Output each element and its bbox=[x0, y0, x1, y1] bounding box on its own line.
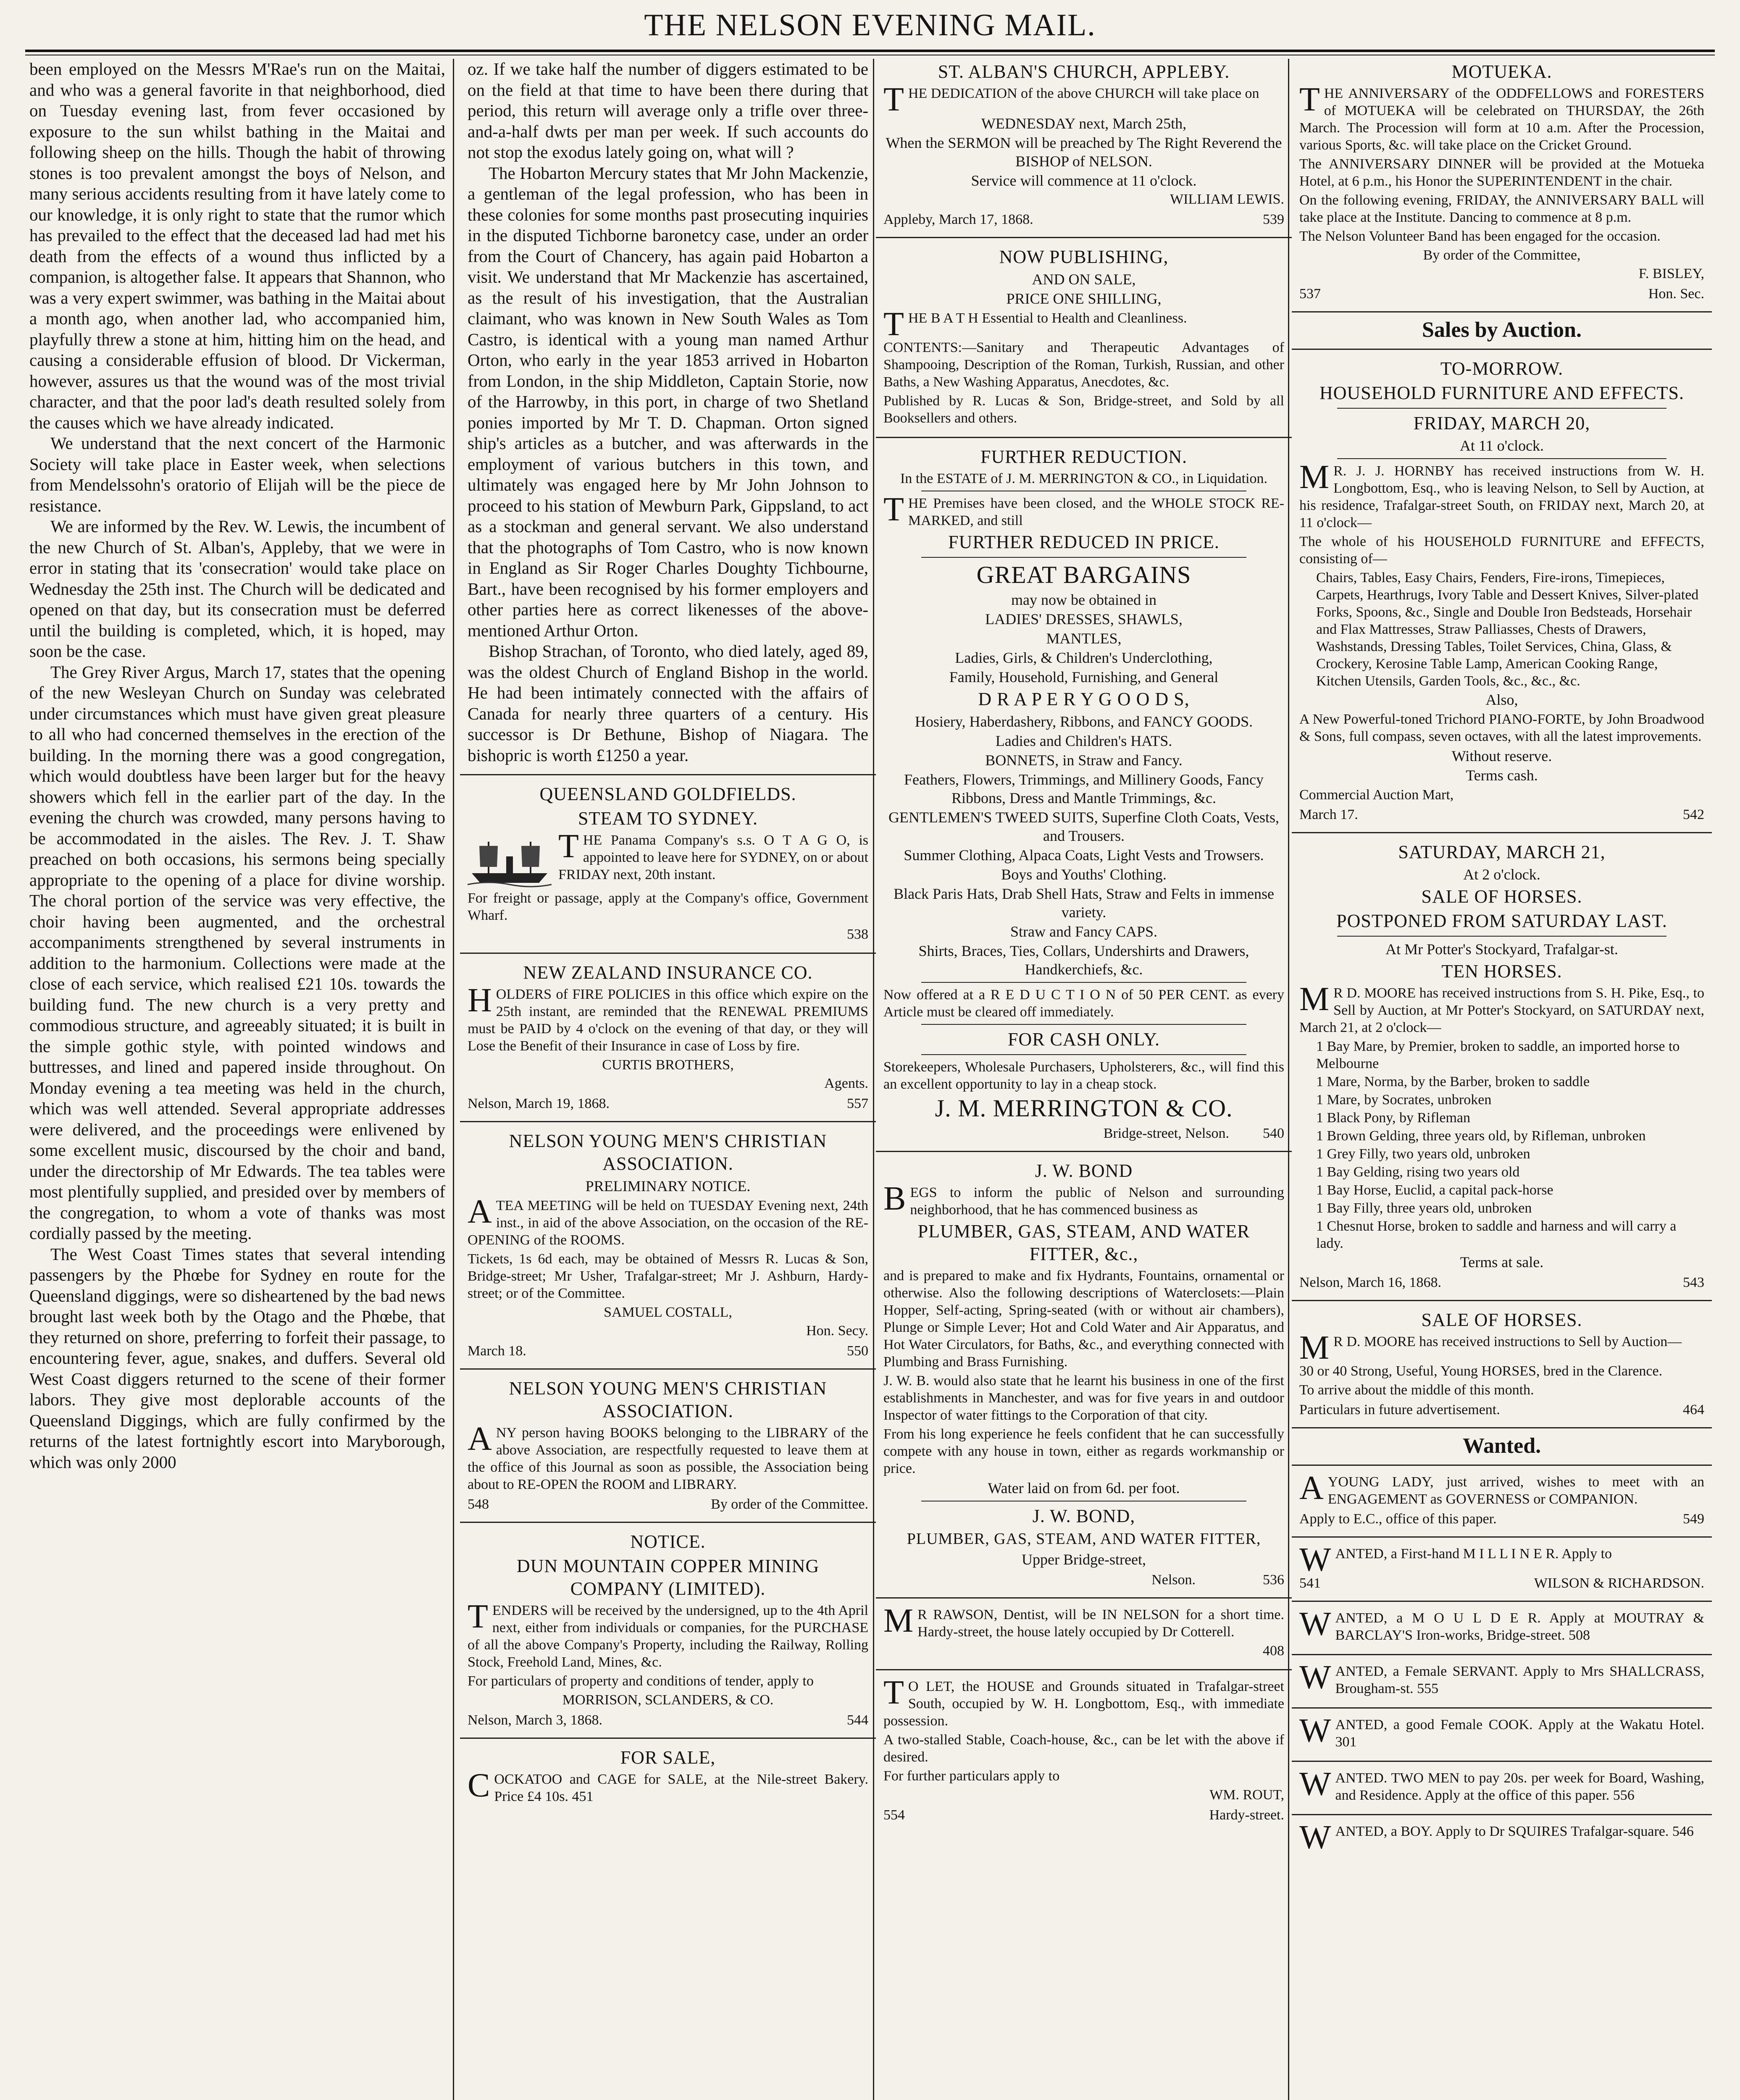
drop-cap: W bbox=[1299, 1712, 1331, 1749]
drop-cap: W bbox=[1299, 1606, 1331, 1643]
drop-cap: C bbox=[468, 1767, 490, 1804]
ad-date: March 18. bbox=[468, 1343, 526, 1359]
divider bbox=[921, 557, 1246, 558]
ad-text: The ANNIVERSARY DINNER will be provided at the Motueka Hotel, at 6 p.m., his Honor the SUPERINTENDENT in the chair. bbox=[1299, 156, 1704, 189]
ad-date: Nelson, March 16, 1868. bbox=[1299, 1275, 1442, 1290]
ad-number: 541 bbox=[1299, 1575, 1321, 1591]
ad-heading: FOR CASH ONLY. bbox=[1007, 1029, 1160, 1050]
article-paragraph: The Grey River Argus, March 17, states that the opening of the new Wesleyan Church on Sunday was celebrated under circumstances which must have given great pleasure to all who had concerned themselves in the erection of the building. In the morning there was a good congregation, which would doubtless have been larger but for the heavy showers which fell in the earlier part of the day. In the evening the church was crowded, many persons having to be accommodated in the aisles. The Rev. J. T. Shaw preached on both occasions, his sermons being specially appropriate to the opening of a place for divine worship. The choral portion of the service was very effective, the choir having been augmented, and the orchestral accompaniments strengthened by several instruments in addition to the harmonium. Collections were made at the close of each service, which realised £21 10s. towards the building fund. The new church is a very pretty and commodious structure, and agreeably situated; it is built in the simple gothic style, with pointed windows and buttresses, and lined and papered inside throughout. On Monday evening a tea meeting was held in the church, which was well attended. Several appropriate addresses were delivered, and the proceedings were enlivened by some excellent music, discoursed by the choir and band, under the directorship of Mr Edwards. The tea tables were most plentifully supplied, and presided over by members of the congregation, to whom a vote of thanks was most cordially passed by the meeting. bbox=[29, 662, 445, 1243]
ad-trade: PLUMBER, GAS, STEAM, AND WATER FITTER, bbox=[907, 1530, 1261, 1548]
ad-role: Hon. Sec. bbox=[1648, 286, 1704, 302]
ad-title: NOW PUBLISHING, bbox=[999, 247, 1169, 267]
ad-text: ANTED, a M O U L D E R. Apply at MOUTRAY & BARCLAY'S Iron-works, Bridge-street. bbox=[1335, 1610, 1704, 1643]
horse-item: 1 Chesnut Horse, broken to saddle and harness and will carry a lady. bbox=[1316, 1218, 1677, 1251]
ad-text: EGS to inform the public of Nelson and surrounding neighborhood, that he has commenced business as bbox=[910, 1185, 1284, 1218]
ad-line: Summer Clothing, Alpaca Coats, Light Vests and Trowsers. bbox=[904, 847, 1264, 864]
ad-number: 554 bbox=[883, 1807, 905, 1823]
ad-text: The Nelson Volunteer Band has been engaged for the occasion. bbox=[1299, 228, 1661, 244]
ad-number: 549 bbox=[1683, 1511, 1704, 1527]
article-paragraph: been employed on the Messrs M'Rae's run on the Maitai, and who was a general favorite in that neighborhood, died on Tuesday evening last, from fever occasioned by exposure to the sun whilst bathing in the Maitai and following sheep on the hills. Though the habit of throwing stones is too prevalent amongst the boys of Nelson, and many serious accidents resulting from it have lately come to our knowledge, it is only right to state that the rumor which has prevailed to the effect that the deceased lad had met his death from the effects of a wound thus inflicted by a companion, is altogether false. It appears that Shannon, who was a very expert swimmer, was bathing in the Maitai about a month ago, when another lad, who accompanied him, playfully threw a stone at him, hitting him on the head, and causing a considerable effusion of blood. Dr Vickerman, however, assures us that the wound was of the most trivial character, and that the poor lad's death resulted solely from the causes which we have already indicated. bbox=[29, 59, 445, 432]
horse-item: 1 Bay Gelding, rising two years old bbox=[1316, 1164, 1520, 1180]
drop-cap: W bbox=[1299, 1819, 1331, 1856]
ad-line: D R A P E R Y G O O D S, bbox=[978, 689, 1190, 709]
ad-text: ANTED, a BOY. Apply to Dr SQUIRES Trafalgar-square. bbox=[1335, 1824, 1669, 1839]
ad-signer: F. BISLEY, bbox=[1638, 266, 1704, 281]
ad-role: Agents. bbox=[824, 1076, 868, 1091]
drop-cap: M bbox=[883, 1602, 914, 1639]
ad-text: R RAWSON, Dentist, will be IN NELSON for a short time. Hardy-street, the house lately occupied by Dr Cotterell. bbox=[917, 1607, 1284, 1640]
ad-text: Without reserve. bbox=[1451, 748, 1552, 764]
ad-signer: J. W. BOND, bbox=[1032, 1506, 1135, 1526]
ad-rawson-dentist bbox=[876, 1599, 1292, 1670]
drop-cap: A bbox=[468, 1193, 492, 1230]
ad-text: R D. MOORE has received instructions from S. H. Pike, Esq., to Sell by Auction, at Mr Potter's Stockyard, on SATURDAY next, March 21, at 2 o'clock— bbox=[1299, 985, 1704, 1035]
ad-st-albans bbox=[876, 60, 1292, 238]
drop-cap: W bbox=[1299, 1659, 1331, 1696]
ad-heading: FURTHER REDUCED IN PRICE. bbox=[948, 532, 1220, 552]
section-heading-auctions: Sales by Auction. bbox=[1292, 312, 1712, 350]
ad-line: Straw and Fancy CAPS. bbox=[1010, 923, 1157, 940]
ad-text: In the ESTATE of J. M. MERRINGTON & CO., in Liquidation. bbox=[900, 471, 1267, 486]
ad-by: By order of the Committee. bbox=[711, 1496, 868, 1512]
ad-jw-bond bbox=[876, 1152, 1292, 1599]
ad-signer: WM. ROUT, bbox=[1209, 1787, 1284, 1803]
article-paragraph: We understand that the next concert of the Harmonic Society will take place in Easter week, when selections from Mendelssohn's oratorio of Elijah will be the piece de resistance. bbox=[29, 433, 445, 515]
ad-text: O LET, the HOUSE and Grounds situated in Trafalgar-street South, occupied by W. H. Longbottom, Esq., with immediate possession. bbox=[883, 1679, 1284, 1729]
ad-text: Also, bbox=[1485, 691, 1518, 708]
ad-subtitle: PRELIMINARY NOTICE. bbox=[585, 1178, 751, 1194]
column-rule bbox=[453, 59, 454, 2100]
ad-text: HE Premises have been closed, and the WHOLE STOCK RE-MARKED, and still bbox=[908, 496, 1284, 528]
ad-signer: WILLIAM LEWIS. bbox=[1170, 192, 1284, 207]
ad-the-bath bbox=[876, 238, 1292, 438]
ad-text: Terms cash. bbox=[1466, 767, 1538, 784]
article-paragraph: Bishop Strachan, of Toronto, who died lately, aged 89, was the oldest Church of England Bishop in the world. He had been intimately connected with the affairs of Canada for nearly three quarters of a century. His successor is Dr Bethune, Bishop of Niagara. The bishopric is worth £1250 a year. bbox=[468, 641, 868, 765]
ad-text: ANTED. TWO MEN to pay 20s. per week for Board, Washing, and Residence. Apply at the office of this paper. bbox=[1335, 1770, 1704, 1803]
ad-text: WILSON & RICHARDSON. bbox=[1534, 1575, 1704, 1591]
column-1 bbox=[29, 59, 445, 2100]
ad-text: Particulars in future advertisement. bbox=[1299, 1402, 1500, 1418]
ad-subtitle: STEAM TO SYDNEY. bbox=[578, 808, 758, 829]
wanted-ad bbox=[1292, 1762, 1712, 1815]
ad-text: On the following evening, FRIDAY, the ANNIVERSARY BALL will take place at the Institute. Dancing to commence at 8 p.m. bbox=[1299, 192, 1704, 225]
ad-town: Nelson. bbox=[1151, 1572, 1196, 1588]
ad-text: Water laid on from 6d. per foot. bbox=[988, 1480, 1180, 1496]
ad-number: 301 bbox=[1335, 1734, 1357, 1750]
drop-cap: W bbox=[1299, 1541, 1331, 1578]
horse-item: 1 Mare, by Socrates, unbroken bbox=[1316, 1092, 1492, 1108]
ad-line: MANTLES, bbox=[1046, 630, 1122, 647]
divider bbox=[921, 982, 1246, 983]
ad-title: TO-MORROW. bbox=[1440, 358, 1564, 379]
ad-merrington bbox=[876, 438, 1292, 1152]
ad-time: At 2 o'clock. bbox=[1463, 866, 1540, 883]
horse-item: 1 Bay Filly, three years old, unbroken bbox=[1316, 1200, 1532, 1216]
ad-time: At 11 o'clock. bbox=[1459, 437, 1544, 454]
wanted-ad bbox=[1292, 1655, 1712, 1709]
ad-text: HE DEDICATION of the above CHURCH will take place on bbox=[908, 86, 1259, 101]
drop-cap: T bbox=[883, 306, 904, 343]
ad-number: 548 bbox=[468, 1496, 489, 1512]
ad-line: BONNETS, in Straw and Fancy. bbox=[985, 752, 1183, 769]
ad-address: Upper Bridge-street, bbox=[1022, 1551, 1146, 1568]
ad-text: WEDNESDAY next, March 25th, bbox=[981, 115, 1187, 132]
ad-text: ENDERS will be received by the undersigned, up to the 4th April next, either from individuals or companies, for the PURCHASE of all the above Company's Property, including the Railway, Rolling Stock, Freehold Land, Mines, &c. bbox=[468, 1603, 868, 1670]
ad-line: Boys and Youths' Clothing. bbox=[1001, 866, 1167, 883]
ad-text: R D. MOORE has received instructions to Sell by Auction— bbox=[1333, 1334, 1682, 1349]
drop-cap: T bbox=[468, 1598, 488, 1635]
ad-text: NY person having BOOKS belonging to the LIBRARY of the above Association, are respectfully requested to leave them at the office of this Journal as soon as possible, the Association being about to RE-OPEN the ROOM and LIBRARY. bbox=[468, 1425, 868, 1492]
ad-heading: GREAT BARGAINS bbox=[976, 561, 1191, 588]
ad-subtitle: AND ON SALE, bbox=[1032, 271, 1136, 288]
masthead: THE NELSON EVENING MAIL. bbox=[644, 8, 1096, 42]
horse-item: 1 Bay Mare, by Premier, broken to saddle, an imported horse to Melbourne bbox=[1316, 1039, 1680, 1071]
ad-date: Appleby, March 17, 1868. bbox=[883, 212, 1033, 227]
ad-text: HE B A T H Essential to Health and Cleanliness. bbox=[908, 310, 1187, 326]
steamship-icon bbox=[468, 833, 552, 888]
column-4 bbox=[1292, 59, 1712, 2100]
drop-cap: T bbox=[883, 491, 904, 528]
ad-line: Ladies and Children's HATS. bbox=[995, 732, 1172, 749]
ad-text: OCKATOO and CAGE for SALE, at the Nile-street Bakery. Price £4 10s. bbox=[494, 1772, 868, 1804]
horse-item: 1 Brown Gelding, three years old, by Rifleman, unbroken bbox=[1316, 1128, 1646, 1144]
article-paragraph: The West Coast Times states that several intending passengers by the Phœbe for Sydney en route for the Queensland diggings, were so disheartened by the bad news brought last week both by the Otago and the Phœbe, that they returned on shore, preferring to forfeit their passage, to encountering fever, ague, snakes, and duffers. Several old West Coast diggers returned to the scene of their former labors. They give most deplorable accounts of the Queensland Diggings, which are fully confirmed by the returns of the latest fortnightly escort into Maryborough, which was only 2000 bbox=[29, 1244, 445, 1472]
ad-line: Ladies, Girls, & Children's Underclothing, bbox=[955, 649, 1213, 666]
ad-text: HE ANNIVERSARY of the ODDFELLOWS and FORESTERS of MOTUEKA will be celebrated on THURSDAY, the 26th March. The Procession will form at 10 a.m. After the Procession, various Sports, &c. will take place on the Cricket Ground. bbox=[1299, 86, 1704, 153]
ad-line: Feathers, Flowers, Trimmings, and Millinery Goods, Fancy Ribbons, Dress and Mantle Trimmings, &c. bbox=[904, 771, 1264, 806]
ad-text: A two-stalled Stable, Coach-house, &c., can be let with the above if desired. bbox=[883, 1732, 1284, 1765]
ad-title: ST. ALBAN'S CHURCH, APPLEBY. bbox=[938, 61, 1230, 82]
drop-cap: M bbox=[1299, 1329, 1330, 1366]
ad-number: 550 bbox=[847, 1343, 868, 1359]
ad-subtitle: POSTPONED FROM SATURDAY LAST. bbox=[1336, 911, 1667, 931]
wanted-ad bbox=[1292, 1815, 1712, 1856]
ad-role: Hon. Secy. bbox=[806, 1323, 868, 1339]
ad-text: and is prepared to make and fix Hydrants, Fountains, ornamental or otherwise. Also the following descriptions of Waterclosets:—Plain Hopper, Self-acting, Spring-seated (with or without air chambers), Plunge or Simple Lever; Hot and Cold Water and Air Apparatus, and Hot Water Circulators, for Baths, &c., and everything connected with Plumbing and Brass Furnishing. bbox=[883, 1268, 1284, 1370]
ad-date-heading: FRIDAY, MARCH 20, bbox=[1413, 413, 1590, 433]
ad-text: ANTED, a Female SERVANT. Apply to Mrs SHALLCRASS, Brougham-st. bbox=[1335, 1664, 1704, 1696]
ad-text: HE Panama Company's s.s. O T A G O, is appointed to leave here for SYDNEY, on or about FRIDAY next, 20th instant. bbox=[558, 832, 868, 882]
ad-price: PRICE ONE SHILLING, bbox=[1006, 290, 1162, 307]
ad-for-sale bbox=[460, 1739, 876, 1815]
drop-cap: A bbox=[468, 1420, 492, 1457]
ad-address: Hardy-street. bbox=[1209, 1807, 1284, 1823]
ad-text: OLDERS of FIRE POLICIES in this office which expire on the 25th instant, are reminded that the RENEWAL PREMIUMS must be PAID by 4 o'clock on the evening of that day, or they will Lose the Benefit of their Insurance in case of Loss by fire. bbox=[468, 987, 868, 1054]
divider bbox=[1337, 458, 1666, 459]
ad-title: FOR SALE, bbox=[620, 1747, 716, 1768]
ad-items: Chairs, Tables, Easy Chairs, Fenders, Fire-irons, Timepieces, Carpets, Hearthrugs, Ivory Table and Dessert Knives, Silver-plated Forks, Spoons, &c., Single and Double Iron Bedsteads, Horsehair and Flax Mattresses, Straw Palliasses, Chests of Drawers, Washstands, Dressing Tables, Toilet Services, China, Glass, & Crockery, Kerosine Table Lamp, American Cooking Range, Kitchen Utensils, Garden Tools, &c., &c., &c. bbox=[1316, 570, 1699, 689]
divider bbox=[921, 1054, 1246, 1055]
ad-number: 543 bbox=[1683, 1275, 1704, 1290]
horse-item: 1 Bay Horse, Euclid, a capital pack-horse bbox=[1316, 1182, 1553, 1198]
ad-line: Black Paris Hats, Drab Shell Hats, Straw and Felts in immense variety. bbox=[894, 885, 1274, 921]
ad-number: 556 bbox=[1613, 1788, 1635, 1803]
drop-cap: T bbox=[1299, 81, 1320, 118]
ad-text: Commercial Auction Mart, bbox=[1299, 787, 1454, 803]
ad-title: NOTICE. bbox=[630, 1531, 706, 1552]
ad-number: 546 bbox=[1672, 1824, 1694, 1839]
ad-text: Now offered at a R E D U C T I O N of 50 PER CENT. as every Article must be cleared off immediately. bbox=[883, 987, 1284, 1020]
wanted-ad bbox=[1292, 1466, 1712, 1538]
ad-text: For freight or passage, apply at the Company's office, Government Wharf. bbox=[468, 890, 868, 923]
ad-date: March 17. bbox=[1299, 807, 1358, 822]
ad-line: Family, Household, Furnishing, and General bbox=[949, 669, 1219, 685]
ad-title: J. W. BOND bbox=[1035, 1160, 1133, 1181]
ad-text: may now be obtained in bbox=[1011, 591, 1156, 608]
ad-subtitle: HOUSEHOLD FURNITURE AND EFFECTS. bbox=[1319, 383, 1685, 403]
ad-address: Bridge-street, Nelson. bbox=[1103, 1126, 1229, 1141]
ad-number: 451 bbox=[572, 1789, 594, 1804]
ad-text: From his long experience he feels confident that he can successfully compete with any house in town, either as regards workmanship or price. bbox=[883, 1426, 1284, 1476]
wanted-ad bbox=[1292, 1602, 1712, 1655]
ad-title: NELSON YOUNG MEN'S CHRISTIAN ASSOCIATION. bbox=[509, 1131, 827, 1174]
ad-text: Apply to E.C., office of this paper. bbox=[1299, 1511, 1497, 1527]
ad-signer: SAMUEL COSTALL, bbox=[604, 1305, 732, 1320]
ad-text: Storekeepers, Wholesale Purchasers, Upholsterers, &c., will find this an excellent opportunity to lay in a cheap stock. bbox=[883, 1059, 1284, 1092]
ad-number: 508 bbox=[1568, 1628, 1590, 1643]
ad-text: For further particulars apply to bbox=[883, 1768, 1060, 1784]
ad-text: ANTED, a First-hand M I L L I N E R. Apply to bbox=[1335, 1546, 1612, 1562]
ad-title: SALE OF HORSES. bbox=[1421, 1310, 1582, 1330]
ad-date: Nelson, March 3, 1868. bbox=[468, 1712, 603, 1728]
ad-heading: TEN HORSES. bbox=[1441, 961, 1562, 982]
ad-signer: MORRISON, SCLANDERS, & CO. bbox=[562, 1692, 774, 1708]
ad-text: Terms at sale. bbox=[1460, 1254, 1544, 1270]
ad-title: SALE OF HORSES. bbox=[1421, 886, 1582, 907]
ad-nz-insurance bbox=[460, 954, 876, 1122]
ad-heading: PLUMBER, GAS, STEAM, AND WATER FITTER, &c., bbox=[917, 1221, 1250, 1264]
drop-cap: W bbox=[1299, 1766, 1331, 1803]
ad-text: When the SERMON will be preached by The Right Reverend the BISHOP of NELSON. bbox=[886, 134, 1282, 170]
section-heading-wanted: Wanted. bbox=[1292, 1428, 1712, 1466]
ad-number: 542 bbox=[1683, 807, 1704, 822]
column-3 bbox=[876, 59, 1292, 2100]
ad-title: QUEENSLAND GOLDFIELDS. bbox=[539, 784, 796, 804]
column-2 bbox=[460, 59, 876, 2100]
drop-cap: B bbox=[883, 1180, 906, 1217]
ad-ymca-library bbox=[460, 1370, 876, 1523]
divider bbox=[921, 1501, 1246, 1502]
top-rule bbox=[25, 50, 1715, 52]
article-paragraph: oz. If we take half the number of diggers estimated to be on the field at that time to have been there during that period, this return will average only a trifle over three-and-a-half dwts per man per week. If such accounts do not stop the exodus lately going on, what will ? bbox=[468, 59, 868, 162]
ad-text: For particulars of property and conditions of tender, apply to bbox=[468, 1673, 814, 1689]
drop-cap: T bbox=[883, 1674, 904, 1711]
ad-dun-mountain bbox=[460, 1523, 876, 1739]
divider bbox=[1337, 936, 1666, 937]
ad-subtitle: DUN MOUNTAIN COPPER MINING COMPANY (LIMITED). bbox=[516, 1556, 820, 1599]
ad-title: NEW ZEALAND INSURANCE CO. bbox=[523, 962, 813, 983]
ad-text: CONTENTS:—Sanitary and Therapeutic Advantages of Shampooing, Description of the Roman, Turkish, Russian, and other Baths, a New Washing Apparatus, Anecdotes, &c. bbox=[883, 340, 1284, 390]
ad-number: 557 bbox=[847, 1096, 868, 1111]
ad-line: GENTLEMEN'S TWEED SUITS, Superfine Cloth Coats, Vests, and Trousers. bbox=[888, 809, 1280, 844]
wanted-ad bbox=[1292, 1709, 1712, 1762]
ad-number: 538 bbox=[847, 927, 868, 942]
ad-text: A New Powerful-toned Trichord PIANO-FORTE, by John Broadwood & Sons, full compass, seven octaves, with all the latest improvements. bbox=[1299, 711, 1704, 744]
ad-text: ANTED, a good Female COOK. Apply at the Wakatu Hotel. bbox=[1335, 1717, 1704, 1732]
drop-cap: T bbox=[883, 81, 904, 118]
ad-title: NELSON YOUNG MEN'S CHRISTIAN ASSOCIATION. bbox=[509, 1378, 827, 1421]
ad-text: Service will commence at 11 o'clock. bbox=[971, 172, 1197, 189]
ad-text: TEA MEETING will be held on TUESDAY Evening next, 24th inst., in aid of the above Association, on the occasion of the RE-OPENING of the ROOMS. bbox=[468, 1198, 868, 1248]
ad-number: 555 bbox=[1417, 1681, 1439, 1696]
ad-title: MOTUEKA. bbox=[1451, 61, 1552, 82]
ad-text: To arrive about the middle of this month. bbox=[1299, 1382, 1534, 1398]
ad-ymca-tea-meeting bbox=[460, 1122, 876, 1370]
ad-number: 544 bbox=[847, 1712, 868, 1728]
ad-number: 408 bbox=[1263, 1643, 1284, 1659]
article-paragraph: The Hobarton Mercury states that Mr John Mackenzie, a gentleman of the legal profession, who has been in these colonies for some months past prosecuting inquiries in the disputed Tichborne baronetcy case, under an order from the Court of Chancery, has again paid Hobarton a visit. We understand that Mr Mackenzie has ascertained, as the result of his investigation, that the Australian claimant, who was known in New South Wales as Tom Castro, is identical with a young man named Arthur Orton, who early in the year 1853 arrived in Hobarton from London, in the ship Middleton, Captain Storie, now of the Harrowby, in this port, in charge of two Shetland ponies imported by Mr T. D. Chapman. Orton signed ship's articles as a butcher, and was afterwards in the employment of various butchers in this town, and ultimately was engaged here by Mr John Johnson to proceed to his station of Mewburn Park, Gippsland, to act as a stockman and general servant. We also understand that the photographs of Tom Castro, who is now known in England as Sir Roger Charles Doughty Tichbourne, Bart., have been recognised by his former employers and other parties here as correct likenesses of the above-mentioned Arthur Orton. bbox=[468, 163, 868, 640]
ad-text: R. J. J. HORNBY has received instructions from W. H. Longbottom, Esq., who is leaving Nelson, to Sell by Auction, at his residence, Trafalgar-street South, on FRIDAY next, March 20, at 11 o'clock— bbox=[1299, 463, 1704, 530]
ad-to-let bbox=[876, 1670, 1292, 1832]
horse-item: 1 Grey Filly, two years old, unbroken bbox=[1316, 1146, 1530, 1162]
ad-line: LADIES' DRESSES, SHAWLS, bbox=[985, 611, 1183, 627]
ad-title: FURTHER REDUCTION. bbox=[980, 446, 1188, 467]
wanted-ad bbox=[1292, 1538, 1712, 1602]
ad-motueka bbox=[1292, 60, 1712, 312]
ad-number: 537 bbox=[1299, 286, 1321, 302]
drop-cap: M bbox=[1299, 459, 1330, 496]
ad-text: 30 or 40 Strong, Useful, Young HORSES, bred in the Clarence. bbox=[1299, 1363, 1663, 1379]
ad-line: Shirts, Braces, Ties, Collars, Undershirts and Drawers, Handkerchiefs, &c. bbox=[918, 942, 1249, 978]
ad-date: Nelson, March 19, 1868. bbox=[468, 1096, 610, 1111]
ad-number: 540 bbox=[1263, 1126, 1284, 1141]
ad-number: 536 bbox=[1263, 1572, 1284, 1588]
article-paragraph: We are informed by the Rev. W. Lewis, the incumbent of the new Church of St. Alban's, Appleby, that we were in error in stating that its 'consecration' would take place on Wednesday the 25th inst. The Church will be dedicated and opened on that day, but its consecration must be deferred until the building is completed, which, it is hoped, may soon be the case. bbox=[29, 517, 445, 661]
ad-queensland-goldfields bbox=[460, 775, 876, 954]
ad-date-heading: SATURDAY, MARCH 21, bbox=[1398, 842, 1606, 862]
divider bbox=[921, 1024, 1246, 1025]
ad-place: At Mr Potter's Stockyard, Trafalgar-st. bbox=[1385, 941, 1618, 958]
ad-sale-of-horses bbox=[1292, 833, 1712, 1301]
drop-cap: T bbox=[558, 828, 579, 865]
ad-sale-of-horses-2 bbox=[1292, 1301, 1712, 1428]
drop-cap: M bbox=[1299, 981, 1330, 1018]
ad-text: J. W. B. would also state that he learnt his business in one of the first establishments in Manchester, and was for five years in and outdoor Inspector of water fittings to the Corporation of that city. bbox=[883, 1373, 1284, 1423]
ad-by: By order of the Committee, bbox=[1423, 247, 1581, 263]
ad-text: Tickets, 1s 6d each, may be obtained of Messrs R. Lucas & Son, Bridge-street; Mr Usher, Trafalgar-street; Mr J. Ashburn, Hardy-street; or of the Committee. bbox=[468, 1251, 868, 1301]
ad-text: The whole of his HOUSEHOLD FURNITURE and EFFECTS, consisting of— bbox=[1299, 534, 1704, 567]
ad-number: 464 bbox=[1683, 1402, 1704, 1418]
ad-signer: CURTIS BROTHERS, bbox=[602, 1057, 734, 1073]
ad-text: YOUNG LADY, just arrived, wishes to meet with an ENGAGEMENT as GOVERNESS or COMPANION. bbox=[1327, 1474, 1704, 1507]
ad-text: Published by R. Lucas & Son, Bridge-street, and Sold by all Booksellers and others. bbox=[883, 393, 1284, 426]
ad-household-furniture bbox=[1292, 350, 1712, 833]
divider bbox=[1337, 408, 1666, 409]
ad-number: 539 bbox=[1263, 212, 1284, 227]
ad-firm-name: J. M. MERRINGTON & CO. bbox=[935, 1095, 1233, 1122]
horse-item: 1 Mare, Norma, by the Barber, broken to saddle bbox=[1316, 1074, 1590, 1089]
horse-item: 1 Black Pony, by Rifleman bbox=[1316, 1110, 1471, 1126]
drop-cap: H bbox=[468, 982, 492, 1019]
drop-cap: A bbox=[1299, 1470, 1324, 1507]
ad-line: Hosiery, Haberdashery, Ribbons, and FANCY GOODS. bbox=[915, 713, 1253, 730]
